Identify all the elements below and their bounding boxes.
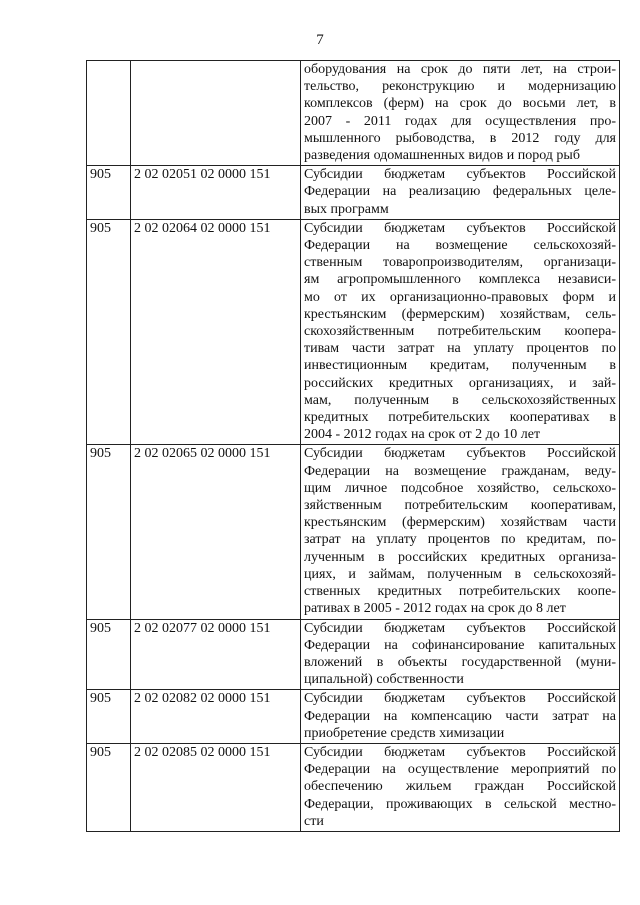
admin-code-cell: 905: [87, 743, 131, 831]
description-line: вложений в объекты государственной (муни-: [304, 654, 616, 670]
budget-code-cell: [131, 61, 301, 166]
description-line: тельство, реконструкцию и модернизацию: [304, 79, 616, 95]
admin-code-cell: 905: [87, 619, 131, 690]
description-line: Федерации на возмещение гражданам, веду-: [304, 463, 616, 479]
description-line: Федерации на возмещение сельскохозяй-: [304, 238, 616, 254]
budget-code-cell: 2 02 02077 02 0000 151: [131, 619, 301, 690]
description-line: Федерации на софинансирование капитальных: [304, 637, 616, 653]
admin-code-cell: 905: [87, 166, 131, 220]
table-row: [87, 61, 620, 166]
description-cell: [301, 166, 620, 220]
table-row: [87, 445, 620, 619]
description-line: инвестиционным кредитам, полученным в: [304, 358, 616, 374]
admin-code-cell: [87, 61, 131, 166]
description-line: скохозяйственным потребительским коопера-: [304, 324, 616, 340]
budget-classification-table: [86, 60, 620, 832]
description-line: сти: [304, 813, 324, 829]
table-row: [87, 166, 620, 220]
description-line: ципальной) собственности: [304, 672, 464, 688]
description-line: лученным в российских кредитных организа-: [304, 549, 616, 565]
description-line: Федерации, проживающих в сельской местно-: [304, 796, 616, 812]
description-line: Субсидии бюджетам субъектов Российской: [304, 744, 616, 760]
description-line: циях, и займам, полученным в сельскохозяй-: [304, 566, 616, 582]
description-line: оборудования на срок до пяти лет, на строи-: [304, 62, 616, 77]
budget-code-cell: 2 02 02051 02 0000 151: [131, 166, 301, 220]
description-line: кредитных потребительских кооперативах в: [304, 410, 616, 426]
description-cell: [301, 743, 620, 831]
description-line: Субсидии бюджетам субъектов Российской: [304, 691, 616, 707]
admin-code-cell: 905: [87, 690, 131, 744]
description-line: вых программ: [304, 201, 389, 217]
budget-code-cell: 2 02 02065 02 0000 151: [131, 445, 301, 619]
description-line: щим личное подсобное хозяйство, сельскохо-: [304, 480, 616, 496]
description-line: Субсидии бюджетам субъектов Российской: [304, 446, 616, 462]
description-cell: [301, 61, 620, 166]
budget-code-cell: 2 02 02064 02 0000 151: [131, 219, 301, 445]
description-line: крестьянским (фермерским) хозяйствам, сель-: [304, 306, 616, 322]
description-line: разведения одомашненных видов и пород рыб: [304, 148, 580, 164]
table-row: [87, 690, 620, 744]
description-line: Федерации на компенсацию части затрат на: [304, 708, 616, 724]
description-line: Субсидии бюджетам субъектов Российской: [304, 167, 616, 183]
description-line: ративах в 2005 - 2012 годах на срок до 8 лет: [304, 601, 566, 617]
description-line: Субсидии бюджетам субъектов Российской: [304, 220, 616, 236]
description-line: комплексов (ферм) на срок до восьми лет, в: [304, 96, 616, 112]
description-line: тивам части затрат на уплату процентов по: [304, 341, 616, 357]
description-line: российских кредитных организациях, и зай-: [304, 375, 616, 391]
description-line: Федерации на реализацию федеральных целе-: [304, 184, 616, 200]
description-line: мышленного рыбоводства, в 2012 году для: [304, 130, 616, 146]
description-line: мам, полученным в сельскохозяйственных: [304, 392, 616, 408]
table-body: [87, 61, 620, 832]
budget-code-cell: 2 02 02085 02 0000 151: [131, 743, 301, 831]
description-cell: [301, 690, 620, 744]
description-line: зяйственным потребительским кооперативам,: [304, 498, 616, 514]
budget-code-cell: 2 02 02082 02 0000 151: [131, 690, 301, 744]
description-cell: [301, 619, 620, 690]
description-line: ственным товаропроизводителям, организаци-: [304, 255, 616, 271]
admin-code-cell: 905: [87, 445, 131, 619]
table-row: [87, 743, 620, 831]
description-line: приобретение средств химизации: [304, 725, 505, 741]
page-number: 7: [316, 32, 324, 48]
description-line: Федерации на осуществление мероприятий по: [304, 762, 616, 778]
description-line: обеспечению жильем граждан Российской: [304, 779, 616, 795]
description-line: ственных кредитных потребительских коопе-: [304, 584, 616, 600]
admin-code-cell: 905: [87, 219, 131, 445]
description-line: 2004 - 2012 годах на срок от 2 до 10 лет: [304, 427, 541, 443]
description-line: затрат на уплату процентов по кредитам, по-: [304, 532, 616, 548]
description-cell: [301, 219, 620, 445]
table-row: [87, 219, 620, 445]
description-line: 2007 - 2011 годах для осуществления про-: [304, 113, 616, 129]
description-line: мо от их организационно-правовых форм и: [304, 289, 616, 305]
table-row: [87, 619, 620, 690]
description-line: ям агропромышленного комплекса независи-: [304, 272, 616, 288]
description-line: Субсидии бюджетам субъектов Российской: [304, 620, 616, 636]
description-line: крестьянским (фермерским) хозяйствам части: [304, 515, 616, 531]
description-cell: [301, 445, 620, 619]
